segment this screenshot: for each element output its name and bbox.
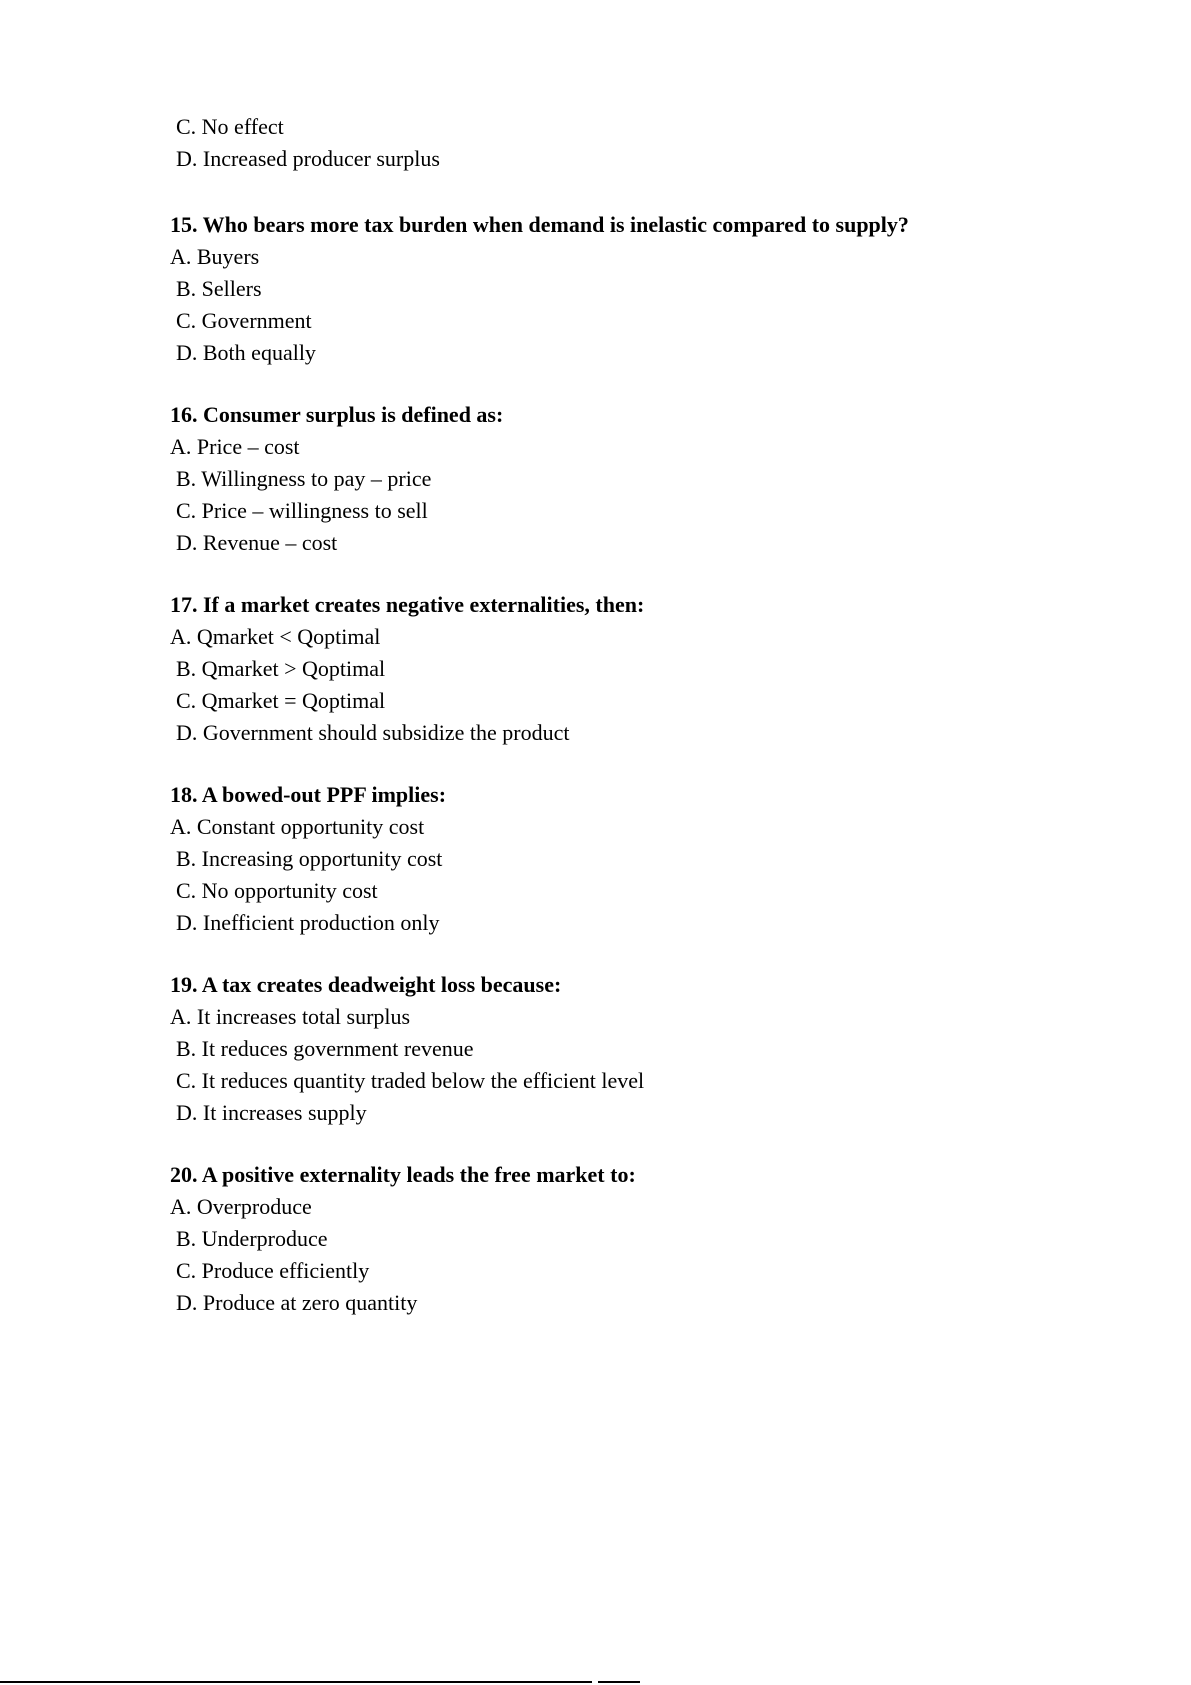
- question-19: [170, 969, 1070, 1129]
- option-b: B. Increasing opportunity cost: [176, 846, 443, 871]
- option-d: D. Increased producer surplus: [176, 146, 440, 171]
- option-a: A. Buyers: [170, 244, 260, 269]
- question-16: [170, 399, 1070, 559]
- question-text: 20. A positive externality leads the free market to:: [170, 1162, 636, 1187]
- option-b: B. Underproduce: [176, 1226, 328, 1251]
- bottom-divider: [0, 1681, 592, 1683]
- option-c: C. Government: [176, 308, 312, 333]
- option-b: B. It reduces government revenue: [176, 1036, 474, 1061]
- option-c: C. It reduces quantity traded below the efficient level: [176, 1068, 645, 1093]
- question-text: 16. Consumer surplus is defined as:: [170, 402, 504, 427]
- question-15: [170, 209, 1070, 369]
- option-c: C. No effect: [176, 114, 284, 139]
- option-d: D. Government should subsidize the product: [176, 720, 570, 745]
- option-d: D. Revenue – cost: [176, 530, 338, 555]
- option-d: D. Produce at zero quantity: [176, 1290, 418, 1315]
- option-d: D. Both equally: [176, 340, 316, 365]
- option-a: A. Constant opportunity cost: [170, 814, 425, 839]
- option-c: C. Price – willingness to sell: [176, 498, 428, 523]
- question-text: 18. A bowed-out PPF implies:: [170, 782, 447, 807]
- option-c: C. Produce efficiently: [176, 1258, 370, 1283]
- option-d: D. Inefficient production only: [176, 910, 440, 935]
- option-d: D. It increases supply: [176, 1100, 367, 1125]
- bottom-divider-segment: [598, 1681, 640, 1683]
- question-20: [170, 1159, 1070, 1319]
- option-c: C. No opportunity cost: [176, 878, 378, 903]
- question-18: [170, 779, 1070, 939]
- option-b: B. Willingness to pay – price: [176, 466, 432, 491]
- option-b: B. Qmarket > Qoptimal: [176, 656, 386, 681]
- question-14-continuation: [170, 111, 1070, 175]
- question-17: [170, 589, 1070, 749]
- question-text: 15. Who bears more tax burden when demand is inelastic compared to supply?: [170, 212, 909, 237]
- question-text: 19. A tax creates deadweight loss because:: [170, 972, 562, 997]
- question-text: 17. If a market creates negative externalities, then:: [170, 592, 645, 617]
- option-c: C. Qmarket = Qoptimal: [176, 688, 386, 713]
- option-a: A. It increases total surplus: [170, 1004, 411, 1029]
- option-a: A. Qmarket < Qoptimal: [170, 624, 381, 649]
- option-b: B. Sellers: [176, 276, 262, 301]
- option-a: A. Overproduce: [170, 1194, 312, 1219]
- option-a: A. Price – cost: [170, 434, 300, 459]
